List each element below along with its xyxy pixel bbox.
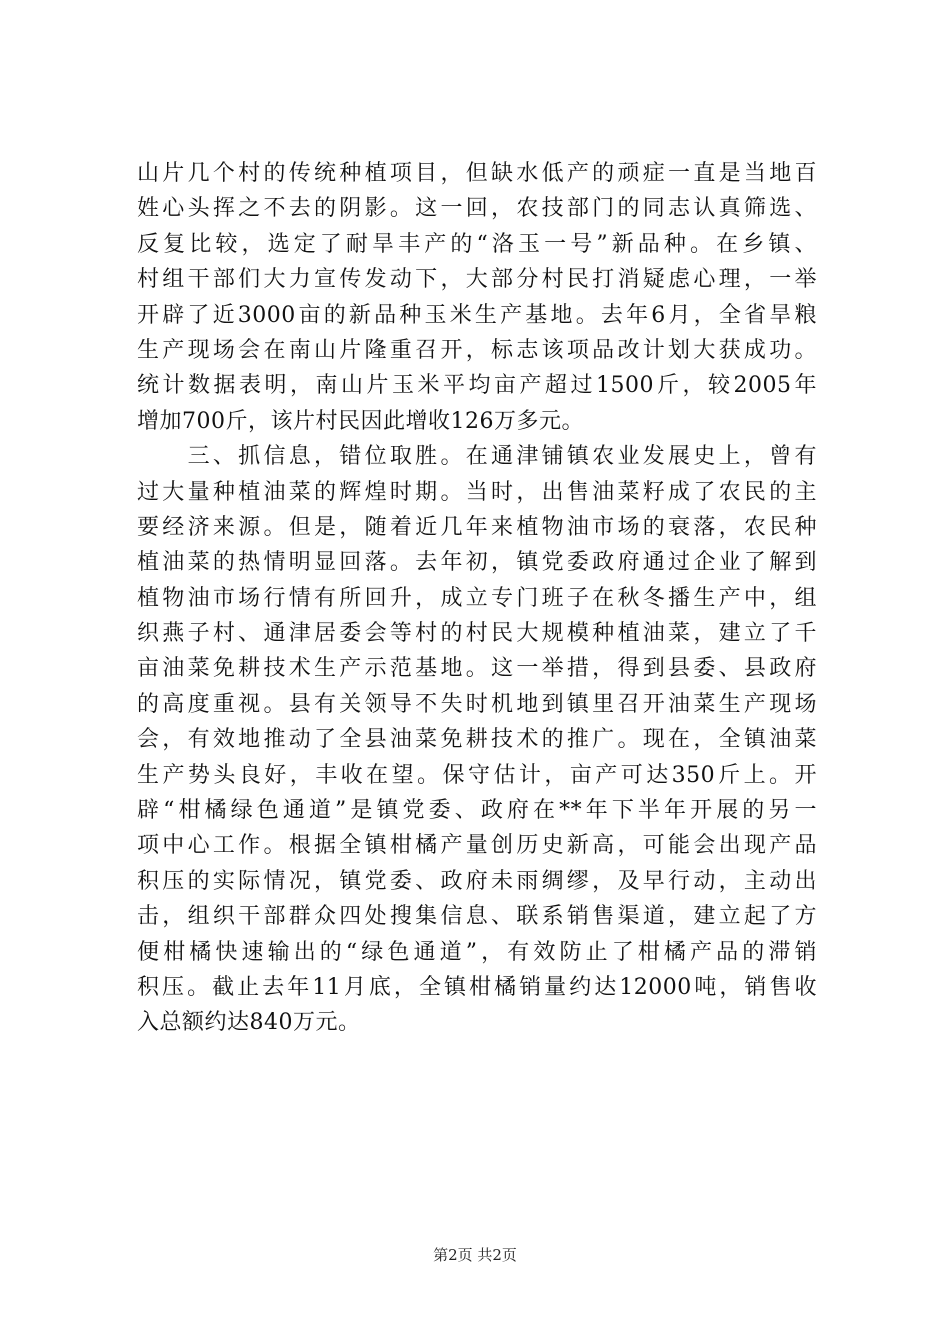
text-line: 生产现场会在南山片隆重召开，标志该项品改计划大获成功。	[137, 337, 817, 363]
text-line: 织燕子村、通津居委会等村的村民大规模种植油菜，建立了千	[137, 621, 817, 647]
text-line: 村组干部们大力宣传发动下，大部分村民打消疑虑心理，一举	[137, 267, 817, 293]
text-line: 统计数据表明，南山片玉米平均亩产超过1500斤，较2005年	[137, 373, 817, 399]
text-line: 过大量种植油菜的辉煌时期。当时，出售油菜籽成了农民的主	[137, 479, 817, 505]
text-line: 植物油市场行情有所回升，成立专门班子在秋冬播生产中，组	[137, 585, 817, 611]
text-line: 植油菜的热情明显回落。去年初，镇党委政府通过企业了解到	[137, 550, 817, 576]
text-line: 开辟了近3000亩的新品种玉米生产基地。去年6月，全省旱粮	[137, 302, 817, 328]
text-line: 姓心头挥之不去的阴影。这一回，农技部门的同志认真筛选、	[137, 196, 817, 222]
text-line: 便柑橘快速输出的“绿色通道”，有效防止了柑橘产品的滞销	[137, 939, 817, 965]
text-line: 入总额约达840万元。	[137, 1010, 361, 1036]
text-line: 三、抓信息，错位取胜。在通津铺镇农业发展史上，曾有	[137, 444, 817, 470]
text-line: 会，有效地推动了全县油菜免耕技术的推广。现在，全镇油菜	[137, 727, 817, 753]
text-line: 辟“柑橘绿色通道”是镇党委、政府在**年下半年开展的另一	[137, 798, 817, 824]
text-line: 亩油菜免耕技术生产示范基地。这一举措，得到县委、县政府	[137, 656, 817, 682]
text-line: 的高度重视。县有关领导不失时机地到镇里召开油菜生产现场	[137, 691, 817, 717]
text-line: 项中心工作。根据全镇柑橘产量创历史新高，可能会出现产品	[137, 833, 817, 859]
text-line: 要经济来源。但是，随着近几年来植物油市场的衰落，农民种	[137, 514, 817, 540]
text-line: 反复比较，选定了耐旱丰产的“洛玉一号”新品种。在乡镇、	[137, 231, 817, 257]
page-footer: 第2页 共2页	[433, 1246, 517, 1264]
text-line: 积压的实际情况，镇党委、政府未雨绸缪，及早行动，主动出	[137, 868, 817, 894]
text-line: 生产势头良好，丰收在望。保守估计，亩产可达350斤上。开	[137, 762, 817, 788]
body-text	[137, 156, 817, 1041]
text-line: 积压。截止去年11月底，全镇柑橘销量约达12000吨，销售收	[137, 974, 817, 1000]
text-line: 山片几个村的传统种植项目，但缺水低产的顽症一直是当地百	[137, 161, 817, 186]
text-line: 增加700斤，该片村民因此增收126万多元。	[137, 408, 584, 434]
text-line: 击，组织干部群众四处搜集信息、联系销售渠道，建立起了方	[137, 904, 817, 930]
